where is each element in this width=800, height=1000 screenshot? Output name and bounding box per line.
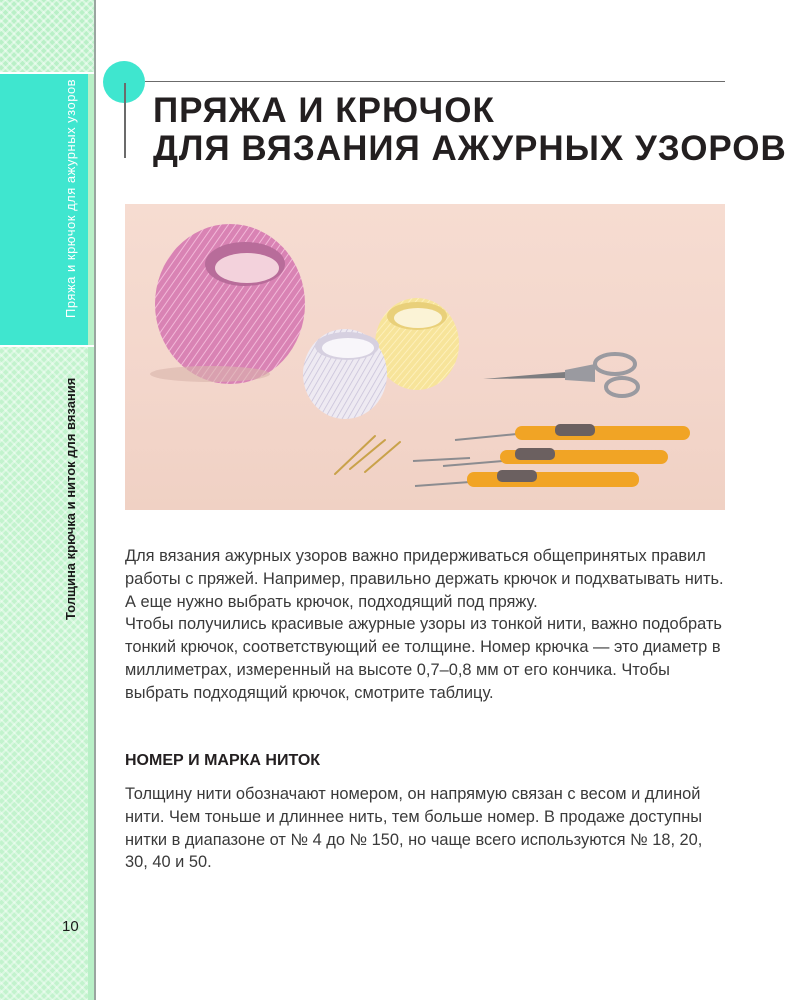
scissors — [483, 354, 638, 396]
white-yarn-ball — [303, 329, 387, 419]
paragraph-hook-size: Чтобы получились красивые ажурные узоры из тонкой нити, важно подобрать тонкий крючок, соответствующий ее толщине. Номер крючка — это диаметр в миллиметрах, измеренный на высоте 0,7–0,8 мм от его кончика. Чтобы выбрать подходящий крючок, смотрите таблицу. — [125, 615, 722, 702]
pink-yarn-ball — [150, 224, 305, 384]
page-title-line-2: ДЛЯ ВЯЗАНИЯ АЖУРНЫХ УЗОРОВ — [153, 129, 787, 168]
side-divider — [0, 72, 96, 74]
title-horizontal-rule — [145, 81, 725, 82]
page-title — [153, 92, 787, 168]
running-head-chapter: Толщина крючка и ниток для вязания — [63, 377, 78, 620]
side-pattern-top — [0, 0, 96, 72]
margin-rule — [94, 0, 96, 1000]
yarn-and-hooks-photo — [125, 204, 725, 510]
running-head-section: Пряжа и крючок для ажурных узоров — [63, 78, 78, 318]
paragraph-intro: Для вязания ажурных узоров важно придерживаться общепринятых правил работы с пряжей. Например, правильно держать крючок и подхватывать нить. А еще нужно выбрать крючок, подходящий под пряжу. — [125, 547, 724, 611]
body-paragraph-thread-number: Толщину нити обозначают номером, он напрямую связан с весом и длиной нити. Чем тоньше и длиннее нить, тем больше номер. В продаже доступны нитки в диапазоне от № 4 до № 150, но чаще всего используются № 18, 20, 30, 40 и 50. — [125, 785, 703, 872]
sewing-needles — [335, 436, 400, 474]
crochet-hooks — [413, 424, 690, 487]
section-heading: НОМЕР И МАРКА НИТОК — [125, 752, 321, 769]
side-divider — [0, 345, 96, 347]
body-paragraph — [125, 545, 725, 705]
page-number: 10 — [62, 918, 79, 935]
title-vertical-rule — [124, 83, 126, 158]
page-title-line-1: ПРЯЖА И КРЮЧОК — [153, 91, 495, 130]
yellow-yarn-ball — [375, 298, 459, 390]
